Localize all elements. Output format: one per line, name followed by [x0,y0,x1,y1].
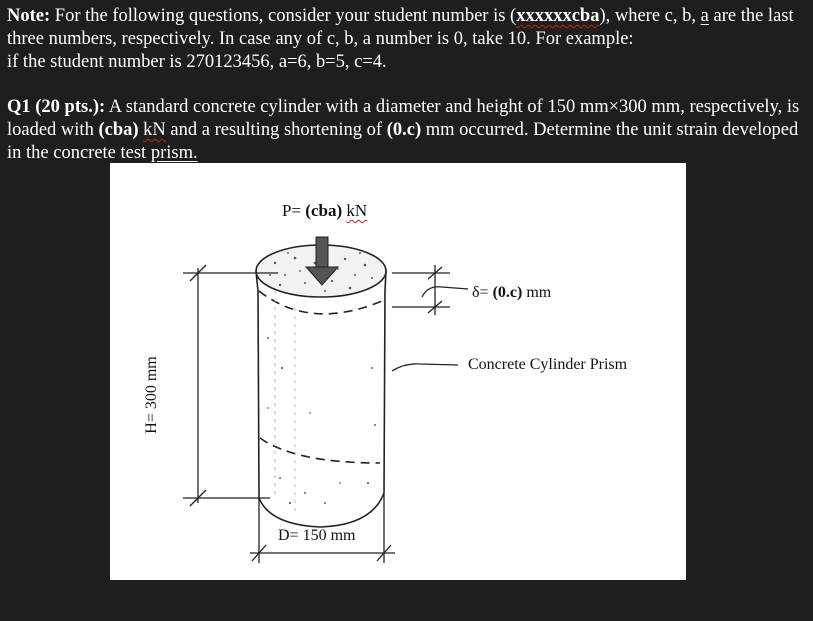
cylinder-figure [110,163,686,580]
note-text-2: ), where c, b, [599,6,701,26]
height-label: H= 300 mm [143,356,160,434]
question-1-prism: prism. [150,143,198,163]
note-line-3: if the student number is 270123456, a=6, b=5, c=4. [7,52,387,72]
diameter-label: D= 150 mm [278,527,356,544]
height-dimension-line [183,265,278,506]
student-number-code: xxxxxxcba [516,6,600,26]
cylinder-leader-line [392,364,458,371]
question-1-cba: (cba) [98,120,139,140]
delta-label: δ= (0.c) mm [472,284,552,301]
cylinder-body [256,245,386,527]
note-label: Note: [7,6,51,26]
side-texture [267,337,376,504]
question-1-text-1: A standard concrete cylinder with a diameter and height of 150 mm×300 mm, respectively, is loaded with [7,97,800,140]
cylinder-label: Concrete Cylinder Prism [468,356,628,373]
question-1-paragraph [7,96,807,165]
delta-dimension-line [392,265,450,315]
question-1-text-2: and a resulting shortening of [165,120,387,140]
note-line-2: are the last three numbers, respectively. In case any of c, b, a number is 0, take 10. For example: [7,6,794,49]
question-1-kn: kN [143,120,166,140]
load-label: P= (cba) kN [282,201,368,220]
note-text-1: For the following questions, consider your student number is ( [50,6,517,26]
note-paragraph [7,5,807,74]
note-a: a [700,6,709,26]
question-1-oc: (0.c) [386,120,422,140]
question-1-label: Q1 (20 pts.): [7,97,106,117]
question-1-text-3: mm occurred. Determine the unit strain developed in the concrete test [7,120,799,163]
delta-leader-line [422,287,468,297]
